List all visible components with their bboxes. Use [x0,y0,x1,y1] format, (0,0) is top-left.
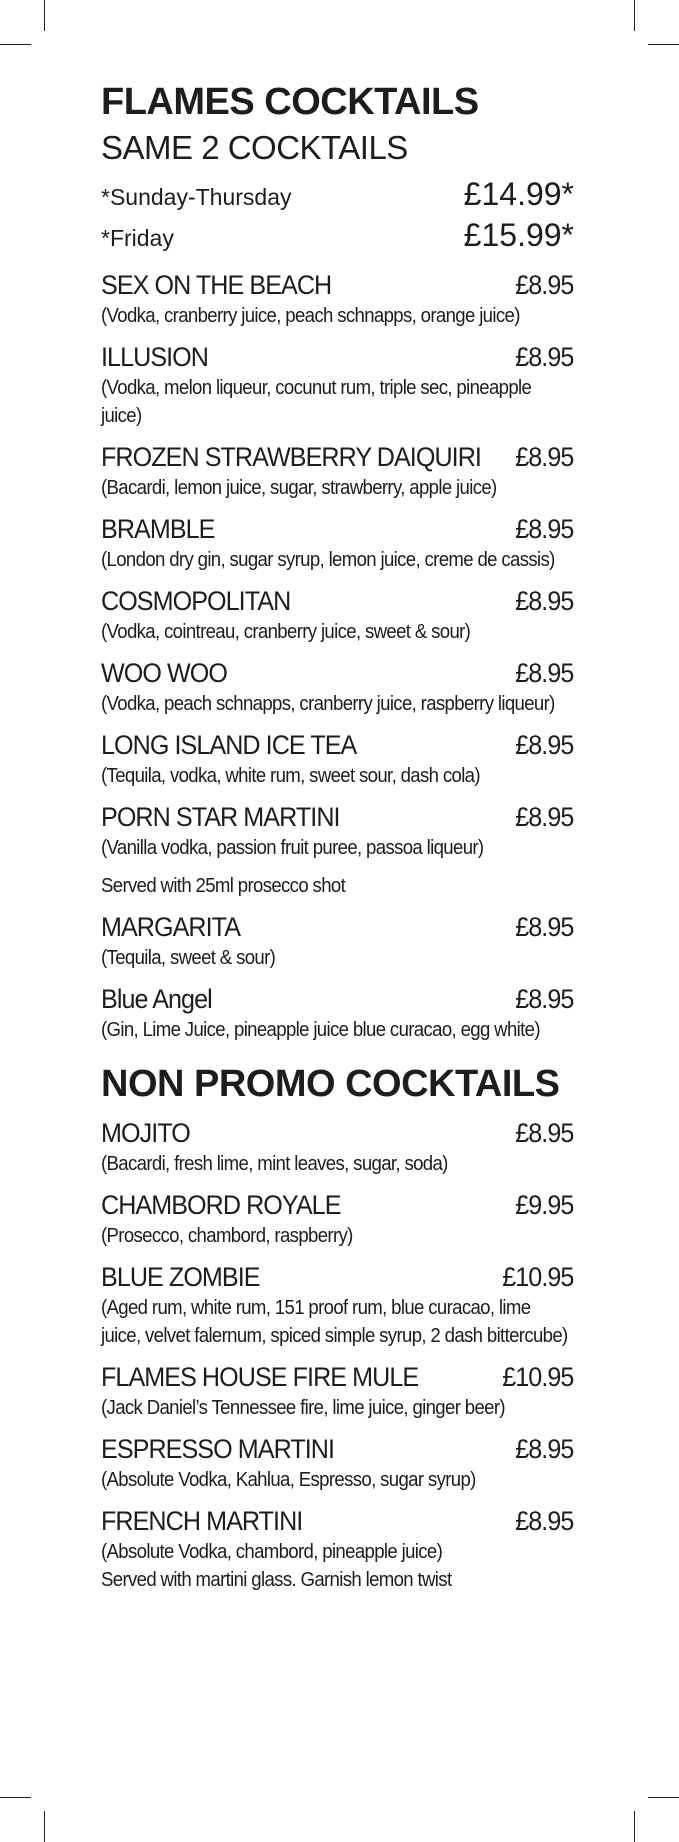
cocktail-item [101,1116,574,1178]
cocktail-price: £8.95 [515,1118,574,1148]
cocktail-ingredients: (Vodka, cranberry juice, peach schnapps, orange juice) [101,305,520,327]
cocktail-item [101,800,574,900]
cocktail-ingredients: (Vodka, melon liqueur, cocunut rum, triple sec, pineapple juice) [101,377,532,427]
cocktail-header [101,800,573,834]
section-title-non-promo: NON PROMO COCKTAILS [101,1063,560,1105]
cocktail-header [101,1360,573,1394]
cocktail-price: £8.95 [515,270,574,300]
cocktail-ingredients: (Tequila, vodka, white rum, sweet sour, dash cola) [101,765,480,787]
cocktail-price: £8.95 [515,514,574,544]
cocktail-header [101,1504,573,1538]
crop-mark-top-left-horizontal [0,44,31,45]
cocktail-name: MOJITO [101,1118,190,1148]
cocktail-name: SEX ON THE BEACH [101,270,332,300]
deal-day: *Friday [101,225,174,251]
cocktail-header [101,1260,573,1294]
cocktail-ingredients: (Vodka, cointreau, cranberry juice, sweet & sour) [101,621,471,643]
cocktail-name: FROZEN STRAWBERRY DAIQUIRI [101,442,481,472]
deal-price: £15.99* [463,217,574,253]
cocktail-header [101,910,573,944]
menu-content [101,80,574,1594]
crop-mark-top-left-vertical [44,0,45,31]
cocktail-header [101,1188,573,1222]
cocktail-price: £8.95 [515,912,574,942]
cocktail-ingredients: (Gin, Lime Juice, pineapple juice blue curacao, egg white) [101,1019,540,1041]
cocktail-name: LONG ISLAND ICE TEA [101,730,357,760]
cocktail-header [101,656,573,690]
cocktail-name: CHAMBORD ROYALE [101,1190,341,1220]
cocktail-price: £8.95 [515,730,574,760]
cocktail-item [101,1360,574,1422]
cocktail-item [101,982,574,1044]
cocktail-header [101,1116,573,1150]
cocktail-price: £10.95 [502,1262,574,1292]
cocktail-header [101,982,573,1016]
cocktail-ingredients: (Bacardi, lemon juice, sugar, strawberry, apple juice) [101,477,497,499]
crop-mark-bottom-right-vertical [634,1811,635,1842]
deal-list [101,176,574,258]
cocktail-item [101,1432,574,1494]
cocktail-name: FLAMES HOUSE FIRE MULE [101,1362,419,1392]
cocktail-item [101,1504,574,1594]
deal-row [101,176,574,217]
cocktail-item [101,910,574,972]
menu-title: FLAMES COCKTAILS [101,81,479,123]
menu-subtitle: SAME 2 COCKTAILS [101,129,408,166]
cocktail-note: Served with 25ml prosecco shot [101,875,346,897]
cocktail-name: WOO WOO [101,658,228,688]
deal-row [101,217,574,258]
cocktail-note: Served with martini glass. Garnish lemon twist [101,1569,452,1591]
cocktail-ingredients: (Jack Daniel’s Tennessee fire, lime juice, ginger beer) [101,1397,505,1419]
cocktail-ingredients: (Vanilla vodka, passion fruit puree, passoa liqueur) [101,837,484,859]
non-promo-cocktail-list [101,1116,574,1594]
cocktail-name: ESPRESSO MARTINI [101,1434,335,1464]
crop-mark-top-right-horizontal [648,44,679,45]
cocktail-name: Blue Angel [101,984,212,1014]
cocktail-price: £8.95 [515,442,574,472]
crop-mark-bottom-right-horizontal [648,1797,679,1798]
deal-price: £14.99* [463,176,574,212]
cocktail-item [101,1188,574,1250]
cocktail-ingredients: (Bacardi, fresh lime, mint leaves, sugar, soda) [101,1153,448,1175]
cocktail-ingredients: (Tequila, sweet & sour) [101,947,276,969]
cocktail-item [101,728,574,790]
cocktail-price: £10.95 [502,1362,574,1392]
cocktail-ingredients: (Absolute Vodka, Kahlua, Espresso, sugar syrup) [101,1469,476,1491]
cocktail-item [101,1260,574,1350]
cocktail-price: £8.95 [515,342,574,372]
cocktail-item [101,268,574,330]
cocktail-price: £8.95 [515,1506,574,1536]
cocktail-header [101,728,573,762]
cocktail-ingredients: (Vodka, peach schnapps, cranberry juice, raspberry liqueur) [101,693,555,715]
cocktail-price: £8.95 [515,802,574,832]
cocktail-item [101,584,574,646]
cocktail-header [101,1432,573,1466]
cocktail-header [101,268,573,302]
cocktail-header [101,340,573,374]
promo-cocktail-list [101,268,574,1044]
cocktail-item [101,440,574,502]
cocktail-ingredients: (London dry gin, sugar syrup, lemon juice, creme de cassis) [101,549,555,571]
cocktail-item [101,656,574,718]
cocktail-ingredients: (Prosecco, chambord, raspberry) [101,1225,353,1247]
cocktail-name: PORN STAR MARTINI [101,802,340,832]
cocktail-name: COSMOPOLITAN [101,586,291,616]
cocktail-header [101,440,573,474]
cocktail-ingredients: (Absolute Vodka, chambord, pineapple juice) [101,1541,443,1563]
cocktail-item [101,340,574,430]
cocktail-name: ILLUSION [101,342,208,372]
cocktail-name: BLUE ZOMBIE [101,1262,260,1292]
cocktail-item [101,512,574,574]
cocktail-price: £8.95 [515,658,574,688]
cocktail-name: MARGARITA [101,912,241,942]
cocktail-header [101,584,573,618]
crop-mark-bottom-left-horizontal [0,1797,31,1798]
cocktail-price: £8.95 [515,984,574,1014]
cocktail-ingredients: (Aged rum, white rum, 151 proof rum, blue curacao, lime juice, velvet falernum, spiced simple syrup, 2 dash bittercube) [101,1297,568,1347]
cocktail-header [101,512,573,546]
cocktail-price: £9.95 [515,1190,574,1220]
deal-day: *Sunday-Thursday [101,184,292,210]
crop-mark-top-right-vertical [634,0,635,31]
cocktail-name: FRENCH MARTINI [101,1506,303,1536]
cocktail-name: BRAMBLE [101,514,215,544]
crop-mark-bottom-left-vertical [44,1811,45,1842]
cocktail-price: £8.95 [515,586,574,616]
cocktail-price: £8.95 [515,1434,574,1464]
